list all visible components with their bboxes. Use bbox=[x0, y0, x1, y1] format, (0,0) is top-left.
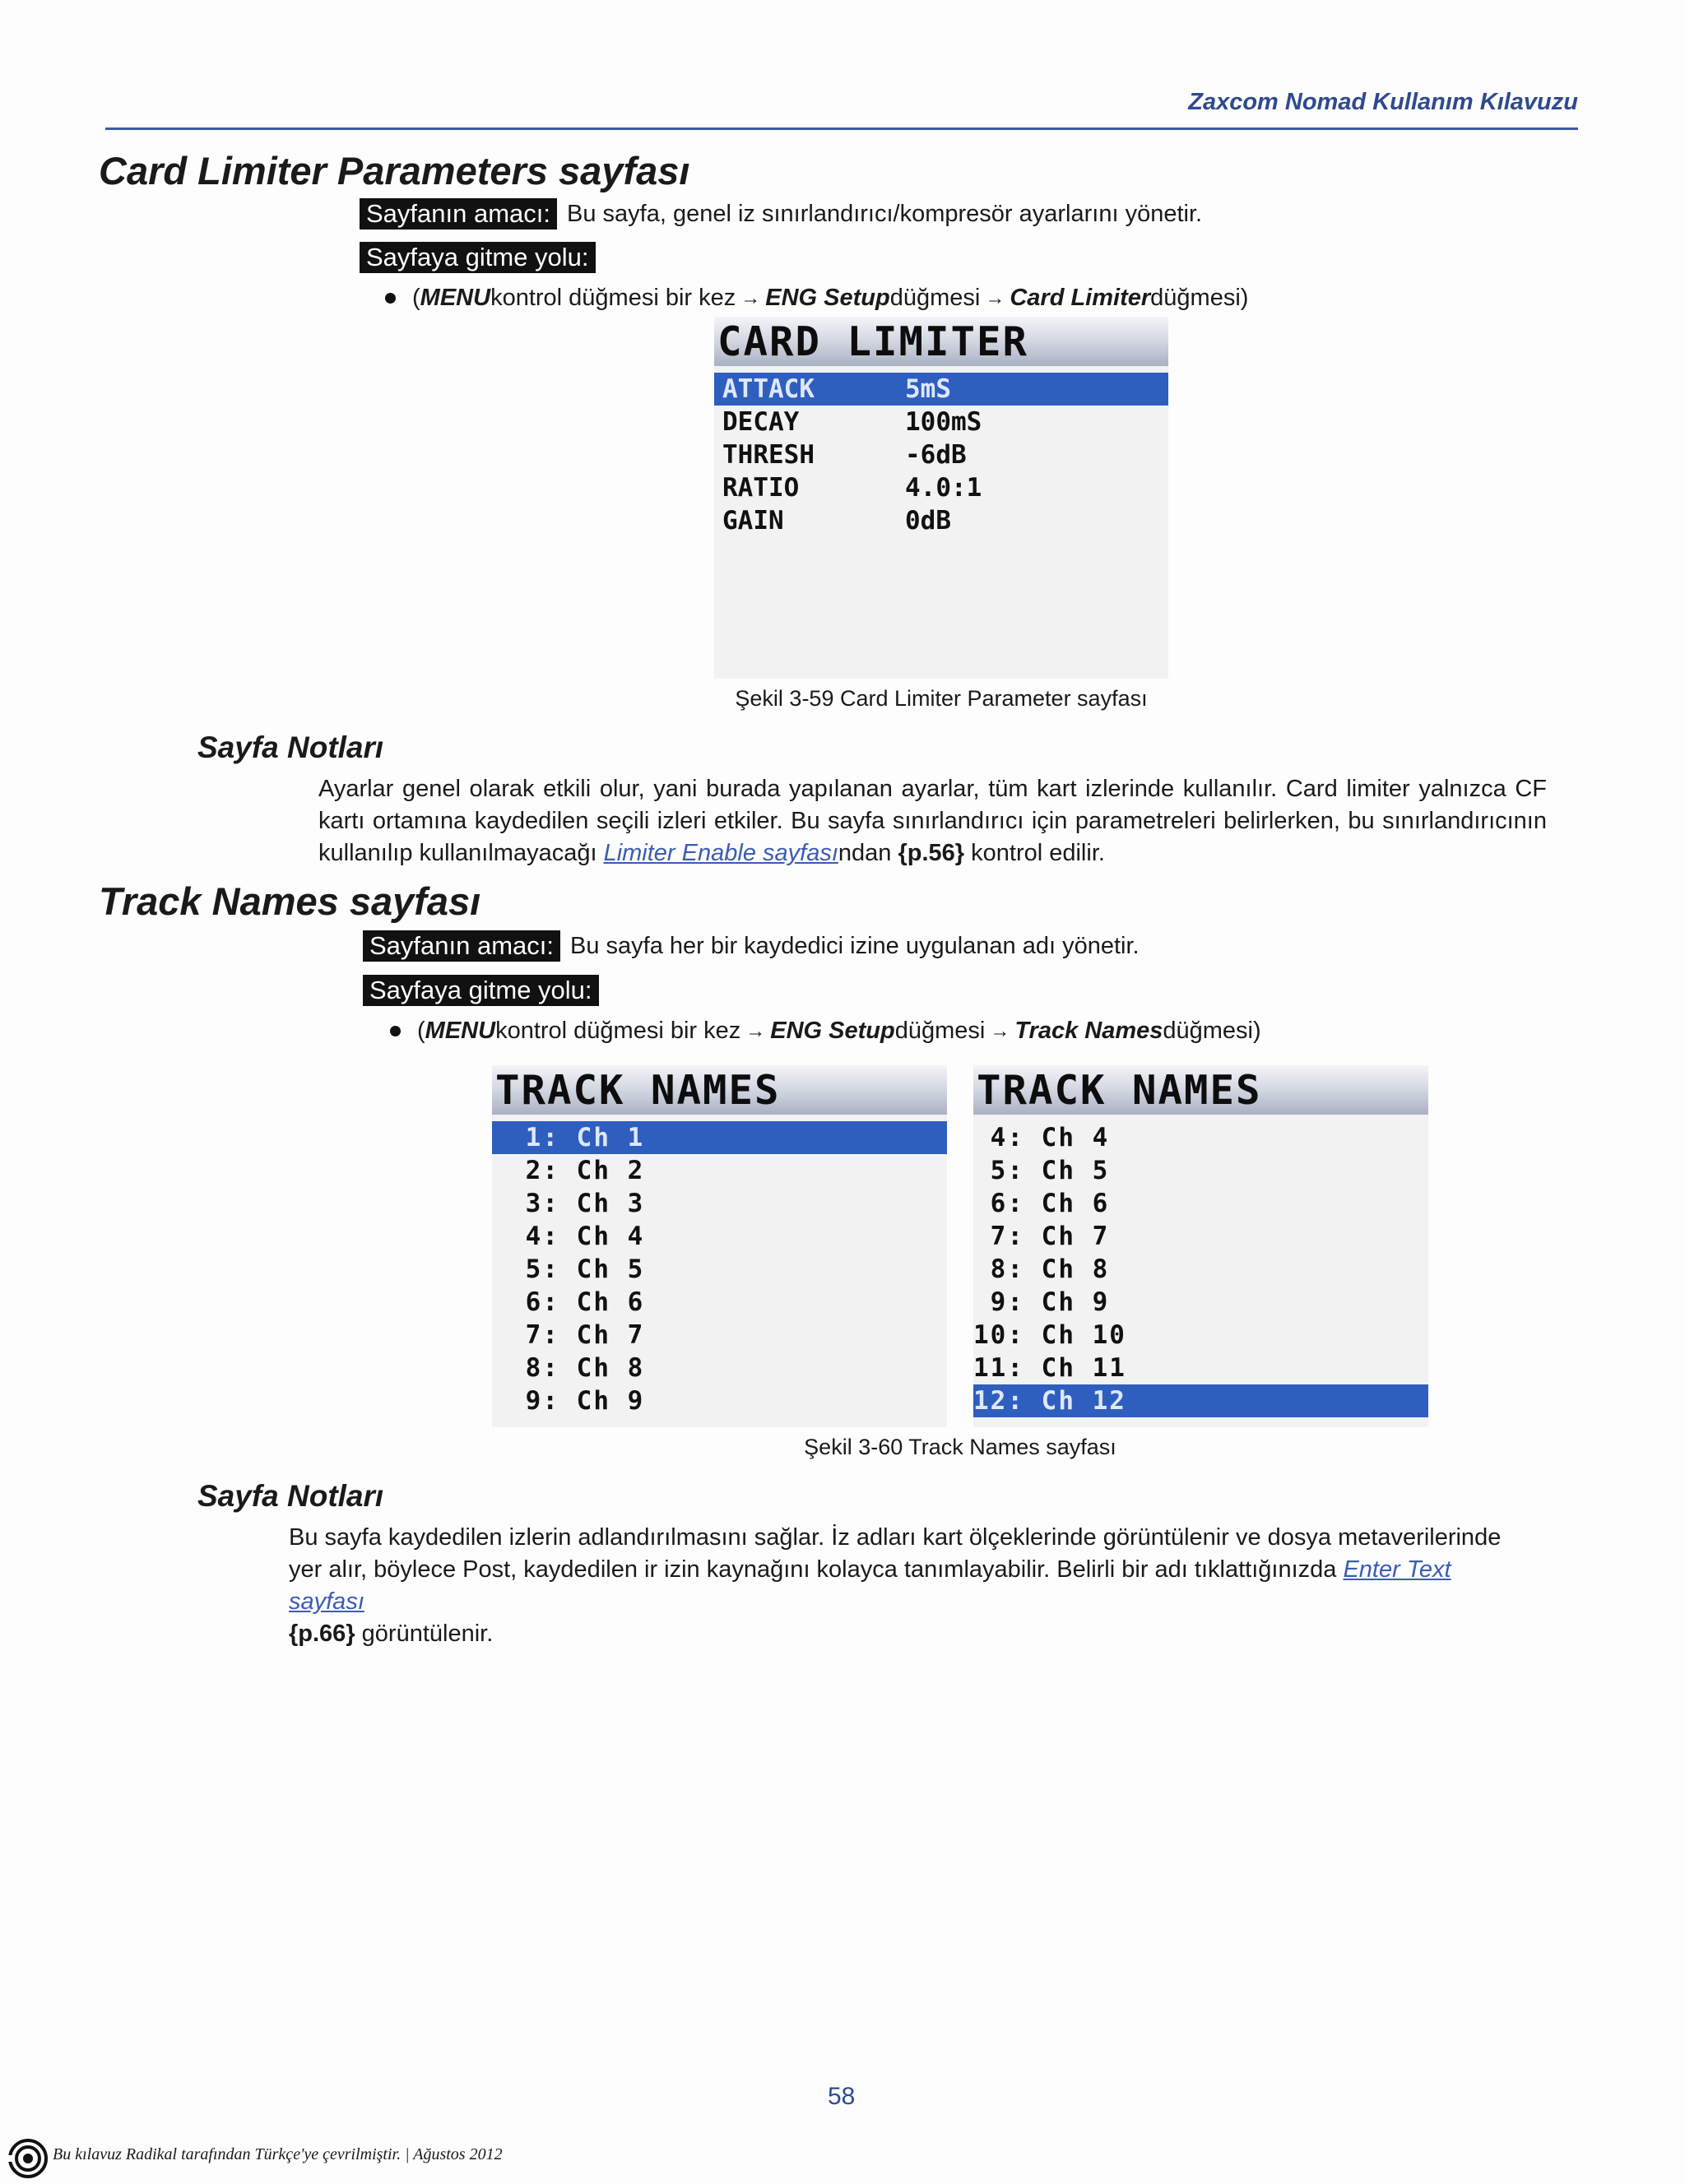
page-reference: {p.56} bbox=[898, 840, 965, 866]
track-row: 2: Ch 2 bbox=[508, 1156, 645, 1185]
purpose-text: Bu sayfa, genel iz sınırlandırıcı/kompresör ayarlarını yönetir. bbox=[567, 200, 1203, 227]
bullet-icon bbox=[390, 1026, 401, 1036]
track-row: 8: Ch 8 bbox=[973, 1254, 1110, 1284]
purpose-row bbox=[360, 198, 1202, 230]
header-title: Zaxcom Nomad Kullanım Kılavuzu bbox=[1188, 89, 1578, 115]
track-row: 10: Ch 10 bbox=[973, 1320, 1126, 1350]
purpose-text: Bu sayfa her bir kaydedici izine uygulanan adı yönetir. bbox=[570, 932, 1140, 959]
track-row: 6: Ch 6 bbox=[973, 1189, 1110, 1218]
screen-title: CARD LIMITER bbox=[714, 317, 1168, 366]
screen-row-gain: GAIN 0dB bbox=[722, 506, 951, 536]
track-row: 8: Ch 8 bbox=[508, 1353, 645, 1383]
track-names-button-ref: Track Names bbox=[1014, 1018, 1163, 1044]
translator-logo-icon bbox=[7, 2137, 49, 2180]
bullet-icon bbox=[385, 293, 396, 304]
purpose-label: Sayfanın amacı: bbox=[363, 930, 560, 962]
navigation-row bbox=[363, 975, 599, 1006]
track-names-screen-right bbox=[973, 1065, 1428, 1427]
track-row: 3: Ch 3 bbox=[508, 1189, 645, 1218]
figure-caption: Şekil 3-60 Track Names sayfası bbox=[804, 1435, 1116, 1459]
limiter-enable-link[interactable]: Limiter Enable sayfası bbox=[603, 840, 838, 866]
screen-title: TRACK NAMES bbox=[973, 1065, 1428, 1115]
menu-button-ref: MENU bbox=[425, 1018, 496, 1044]
track-names-screen-left bbox=[492, 1065, 947, 1427]
screen-row-thresh: THRESH -6dB bbox=[722, 440, 967, 470]
card-limiter-button-ref: Card Limiter bbox=[1010, 285, 1151, 311]
navigation-row bbox=[360, 242, 596, 273]
track-row: 9: Ch 9 bbox=[973, 1287, 1110, 1317]
notes-title: Sayfa Notları bbox=[197, 730, 384, 764]
navigation-path: ( MENU kontrol düğmesi bir kez → ENG Setup düğmesi → Track Names düğmesi) bbox=[390, 1018, 1261, 1045]
arrow-right-icon: → bbox=[745, 1019, 766, 1042]
notes-paragraph: Ayarlar genel olarak etkili olur, yani burada yapılanan ayarlar, tüm kart izlerinde kullanılır. Card limiter yalnızca CF kartı ortamına kaydedilen seçili izleri etkiler. Bu sayfa sınırlandırıcı için parametreleri belirlerken, bu sınırlandırıcının kullanılıp kullanılmayacağı Limiter Enable sayfasından {p.56} kontrol edilir. bbox=[318, 776, 1547, 866]
track-row: 7: Ch 7 bbox=[973, 1222, 1110, 1251]
header-divider bbox=[105, 128, 1578, 130]
notes-title: Sayfa Notları bbox=[197, 1479, 384, 1513]
track-row: 12: Ch 12 bbox=[973, 1384, 1428, 1417]
screen-title: TRACK NAMES bbox=[492, 1065, 947, 1115]
track-row: 6: Ch 6 bbox=[508, 1287, 645, 1317]
screen-row-decay: DECAY 100mS bbox=[722, 407, 982, 437]
arrow-right-icon: → bbox=[985, 286, 1005, 309]
screen-row-ratio: RATIO 4.0:1 bbox=[722, 473, 982, 503]
track-row: 9: Ch 9 bbox=[508, 1386, 645, 1416]
footer-credit: Bu kılavuz Radikal tarafından Türkçe'ye çevrilmiştir. | Ağustos 2012 bbox=[53, 2145, 503, 2163]
section-title-card-limiter: Card Limiter Parameters sayfası bbox=[99, 149, 690, 192]
navigation-label: Sayfaya gitme yolu: bbox=[363, 975, 599, 1006]
page-reference: {p.66} bbox=[289, 1621, 355, 1647]
screen-row-attack: ATTACK 5mS bbox=[714, 373, 1168, 406]
track-row: 5: Ch 5 bbox=[508, 1254, 645, 1284]
eng-setup-button-ref: ENG Setup bbox=[765, 285, 890, 311]
arrow-right-icon: → bbox=[740, 286, 761, 309]
track-row: 4: Ch 4 bbox=[973, 1123, 1110, 1152]
figure-caption: Şekil 3-59 Card Limiter Parameter sayfası bbox=[735, 686, 1148, 711]
purpose-label: Sayfanın amacı: bbox=[360, 198, 557, 230]
track-row: 4: Ch 4 bbox=[508, 1222, 645, 1251]
track-row: 11: Ch 11 bbox=[973, 1353, 1126, 1383]
menu-button-ref: MENU bbox=[420, 285, 491, 311]
track-row: 1: Ch 1 bbox=[492, 1121, 947, 1154]
navigation-path: ( MENU kontrol düğmesi bir kez → ENG Setup düğmesi → Card Limiter düğmesi) bbox=[385, 285, 1248, 312]
eng-setup-button-ref: ENG Setup bbox=[770, 1018, 895, 1044]
card-limiter-screen bbox=[714, 317, 1168, 679]
track-row: 7: Ch 7 bbox=[508, 1320, 645, 1350]
notes-paragraph: Bu sayfa kaydedilen izlerin adlandırılmasını sağlar. İz adları kart ölçeklerinde görüntülenir ve dosya metaverilerinde yer alır, böylece Post, kaydedilen ir izin kaynağını kolayca tanımlayabilir. Belirli bir adı tıklattığınızda Enter Text sayfası {p.66} görüntülenir. bbox=[289, 1524, 1502, 1647]
section-title-track-names: Track Names sayfası bbox=[99, 879, 481, 923]
enter-text-link[interactable]: Enter Text sayfası bbox=[289, 1556, 1451, 1615]
page-number: 58 bbox=[828, 2083, 856, 2110]
purpose-row bbox=[363, 930, 1140, 962]
track-row: 5: Ch 5 bbox=[973, 1156, 1110, 1185]
arrow-right-icon: → bbox=[990, 1019, 1010, 1042]
navigation-label: Sayfaya gitme yolu: bbox=[360, 242, 596, 273]
